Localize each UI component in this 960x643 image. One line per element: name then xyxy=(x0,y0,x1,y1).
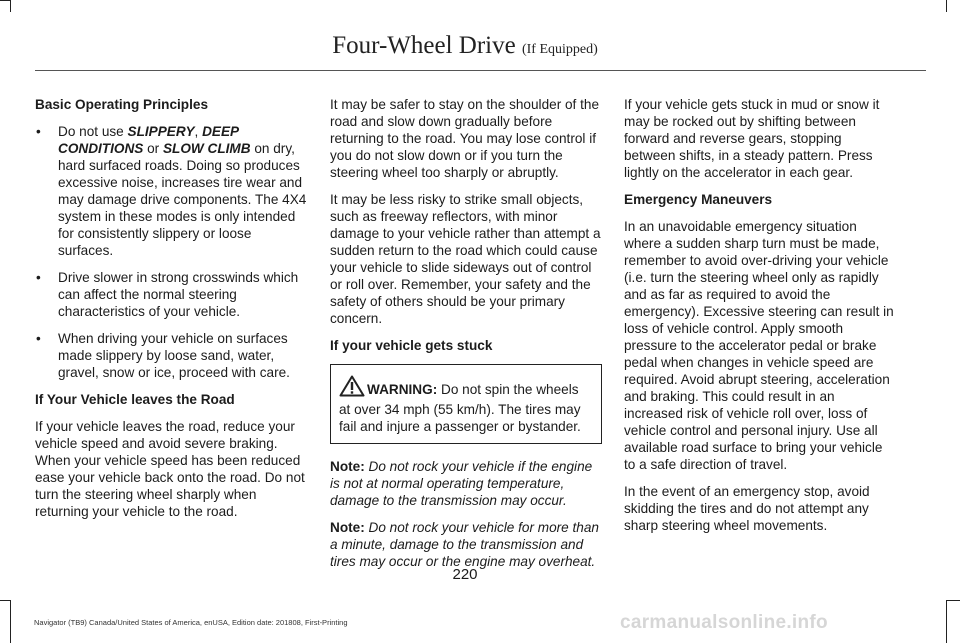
crop-mark-top-left xyxy=(0,0,10,1)
column-3 xyxy=(624,96,896,544)
note-label: Note: xyxy=(330,459,365,474)
bullet-text-sep: , xyxy=(194,124,203,139)
footer-edition-info: Navigator (TB9) Canada/United States of America, enUSA, Edition date: 201808, First-Printing xyxy=(34,618,348,627)
bullet-icon: • xyxy=(36,124,41,139)
paragraph: In an unavoidable emergency situation where a sudden sharp turn must be made, remember to avoid over-driving your vehicle (i.e. turn the steering wheel only as rapidly and as far as required to avoid the emergency). Excessive steering can result in loss of vehicle control. Apply smooth pressure to the accelerator pedal or brake pedal when changes in vehicle speed are required. Avoid abrupt steering, acceleration and braking. This could result in an increased risk of vehicle roll over, loss of vehicle control and personal injury. Use all available road surface to bring your vehicle to a safe direction of travel. xyxy=(624,219,894,472)
crop-mark-bottom-left-h xyxy=(0,600,10,601)
heading-vehicle-gets-stuck: If your vehicle gets stuck xyxy=(330,338,493,353)
paragraph: If your vehicle leaves the road, reduce your vehicle speed and avoid severe braking. When your vehicle speed has been reduced ease your vehicle back onto the road. Do not turn the steering wheel sharply when returning your vehicle to the road. xyxy=(35,419,305,519)
bullet-list xyxy=(35,123,307,381)
bullet-text-post: on dry, hard surfaced roads. Doing so produces excessive noise, increases tire wear and may damage drive components. The 4X4 system in these modes is only intended for consistently slippery or loose surfaces. xyxy=(58,141,307,258)
mode-slow-climb: SLOW CLIMB xyxy=(162,141,251,156)
heading-emergency-maneuvers: Emergency Maneuvers xyxy=(624,192,773,207)
bullet-icon: • xyxy=(36,270,41,285)
bullet-text: Drive slower in strong crosswinds which can affect the normal steering characteristics of your vehicle. xyxy=(58,270,299,319)
warning-box xyxy=(330,364,602,444)
list-item xyxy=(35,123,307,259)
bullet-text-pre: Do not use xyxy=(58,124,128,139)
note xyxy=(330,458,602,509)
bullet-text: When driving your vehicle on surfaces made slippery by loose sand, water, gravel, snow or ice, proceed with care. xyxy=(58,331,290,380)
column-2 xyxy=(330,96,602,580)
note-label: Note: xyxy=(330,520,365,535)
list-item xyxy=(35,330,307,381)
page-title-main: Four-Wheel Drive xyxy=(332,32,516,59)
paragraph: If your vehicle gets stuck in mud or snow it may be rocked out by shifting between forward and reverse gears, stopping between shifts, in a steady pattern. Press lightly on the accelerator in each gear. xyxy=(624,97,880,180)
header-rule xyxy=(35,70,926,71)
crop-mark-bottom-left xyxy=(10,600,11,643)
list-item xyxy=(35,269,307,320)
column-1 xyxy=(35,96,307,530)
note xyxy=(330,519,602,570)
bullet-text-mid: or xyxy=(143,141,163,156)
bullet-icon: • xyxy=(36,331,41,346)
mode-deep-conditions: DEEP CONDITIONS xyxy=(58,124,239,156)
warning-text: Do not spin the wheels at over 34 mph (55 km/h). The tires may fail and injure a passenger or bystander. xyxy=(339,382,581,434)
paragraph: It may be safer to stay on the shoulder of the road and slow down gradually before returning to the road. You may lose control if you do not slow down or if you turn the steering wheel too sharply or abruptly. xyxy=(330,97,600,180)
watermark: carmanualsonline.info xyxy=(620,612,828,633)
crop-mark-top-left-v xyxy=(10,0,11,12)
page-title xyxy=(0,32,930,60)
crop-mark-bottom-right-h xyxy=(947,600,960,601)
note-text: Do not rock your vehicle if the engine is not at normal operating temperature, damage to the transmission may occur. xyxy=(330,459,593,508)
crop-mark-top-right xyxy=(946,0,947,12)
note-text: Do not rock your vehicle for more than a minute, damage to the transmission and tires may occur or the engine may overheat. xyxy=(330,520,599,569)
warning-triangle-icon xyxy=(339,375,365,401)
paragraph: In the event of an emergency stop, avoid skidding the tires and do not attempt any sharp steering wheel movements. xyxy=(624,484,870,533)
paragraph: It may be less risky to strike small objects, such as freeway reflectors, with minor damage to your vehicle rather than attempt a sudden return to the road which could cause your vehicle to slide sideways out of control or roll over. Remember, your safety and the safety of others should be your primary concern. xyxy=(330,192,601,326)
page-title-subtitle: (If Equipped) xyxy=(521,42,598,57)
page-number: 220 xyxy=(452,566,478,583)
heading-basic-operating-principles: Basic Operating Principles xyxy=(35,97,209,112)
heading-vehicle-leaves-road: If Your Vehicle leaves the Road xyxy=(35,392,235,407)
mode-slippery: SLIPPERY xyxy=(127,124,195,139)
crop-mark-bottom-right xyxy=(946,600,947,643)
warning-label: WARNING: xyxy=(367,382,438,397)
